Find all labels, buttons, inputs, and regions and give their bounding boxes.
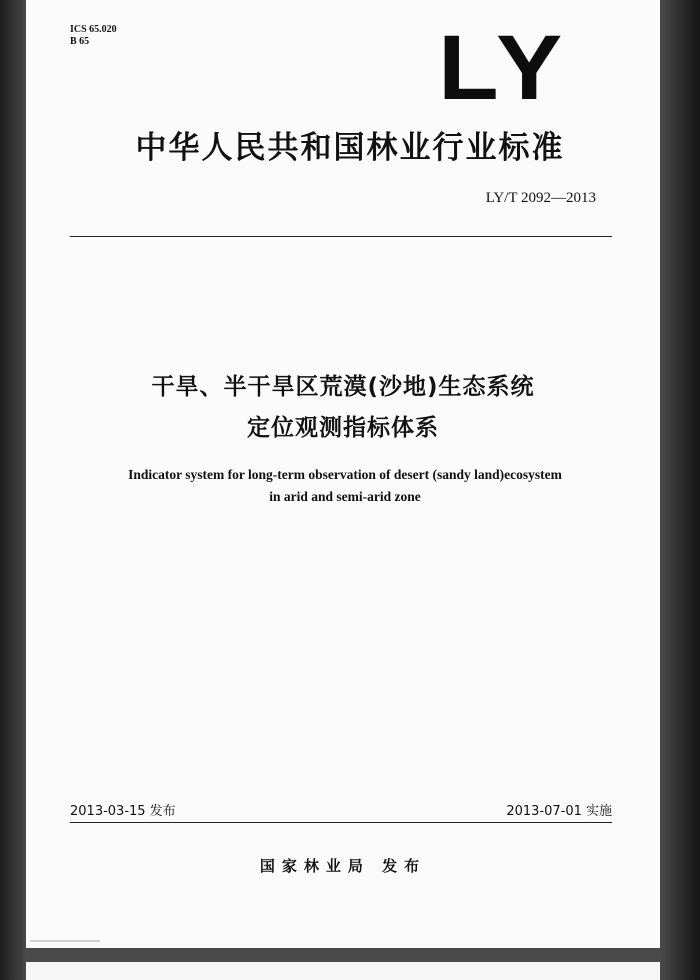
standard-code: LY/T 2092—2013 [485, 190, 596, 206]
implement-date: 2013-07-01 实施 [506, 804, 612, 819]
title-en-line1: Indicator system for long-term observation of desert (sandy land)ecosystem [128, 467, 562, 482]
issuer: 国家林业局 发布 [259, 857, 427, 875]
issue-date: 2013-03-15 发布 [70, 804, 176, 819]
title-cn-line2: 定位观测指标体系 [247, 415, 439, 441]
ics-code: ICS 65.020 [70, 24, 117, 35]
scan-artifact [30, 940, 100, 942]
standard-title: 中华人民共和国林业行业标准 [135, 130, 565, 166]
footer-divider [70, 822, 612, 823]
classification-codes [70, 24, 117, 48]
next-page-edge [26, 962, 660, 980]
ly-logo: LY [438, 17, 569, 119]
header-divider [70, 236, 612, 237]
document-page [26, 0, 660, 948]
ccs-code: B 65 [70, 36, 90, 47]
title-cn-line1: 干旱、半干旱区荒漠(沙地)生态系统 [151, 374, 535, 400]
title-en-line2: in arid and semi-arid zone [269, 489, 421, 504]
